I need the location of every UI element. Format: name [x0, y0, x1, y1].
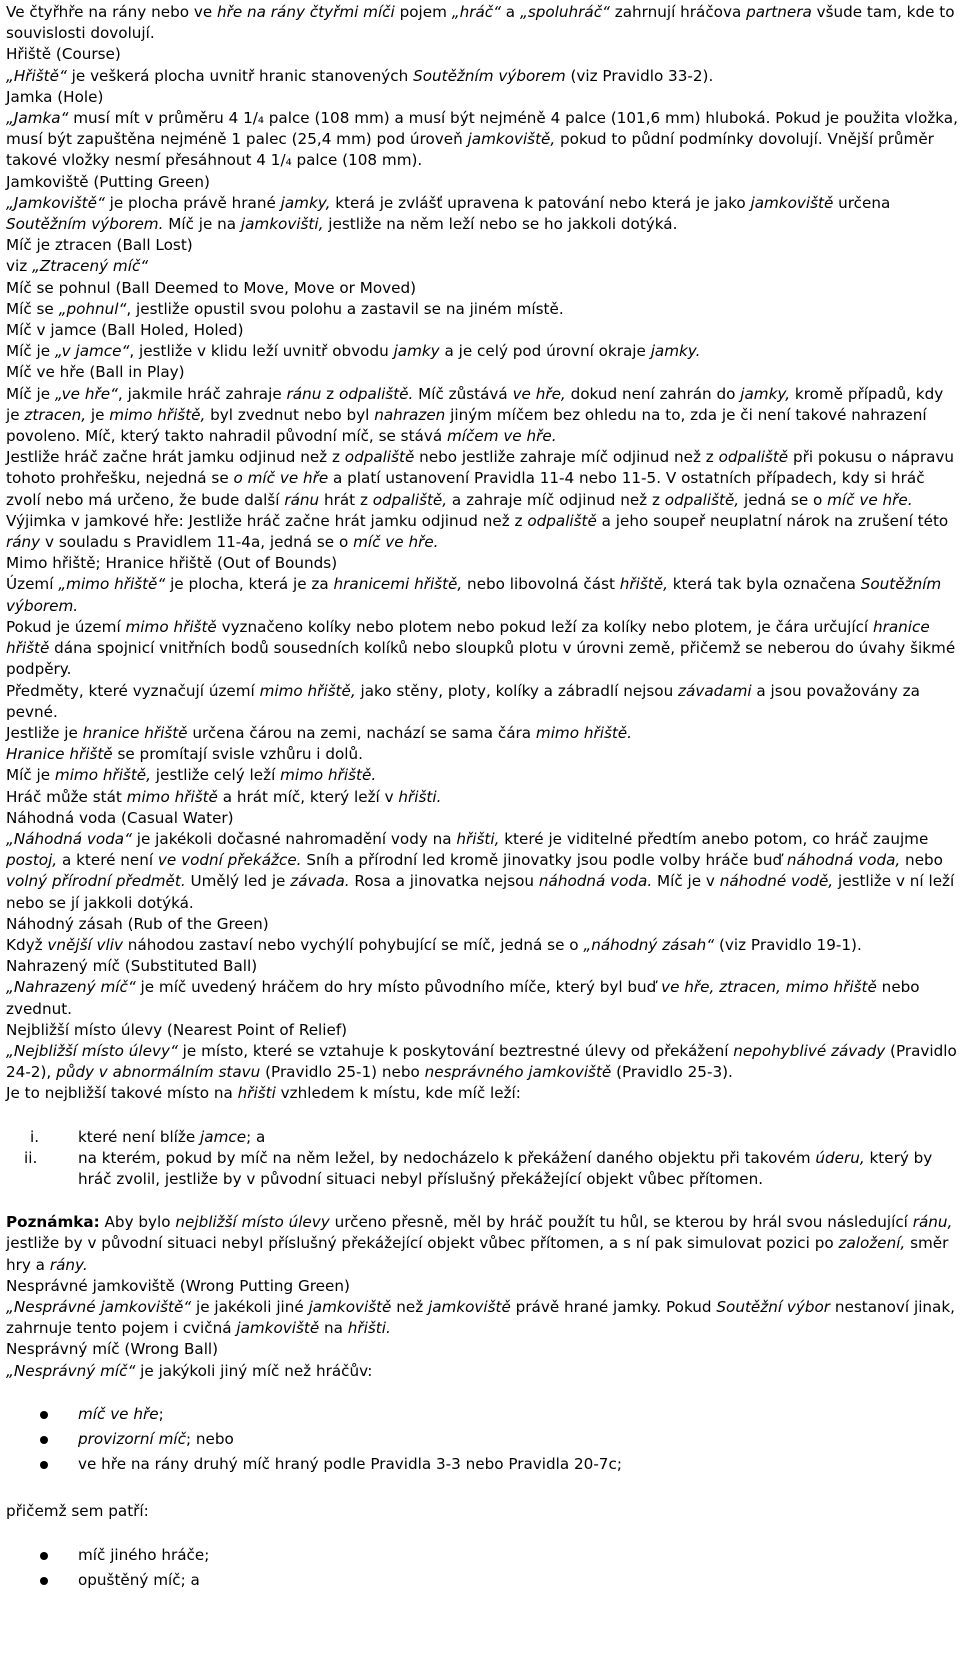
text-run: , jestliže opustil svou polohu a zastavil se na jiném místě.: [126, 299, 564, 318]
italic-term: jamkoviště: [428, 1297, 511, 1316]
italic-term: mimo hřiště: [125, 617, 217, 636]
italic-term: ztracen,: [24, 405, 87, 424]
italic-term: jamky: [393, 342, 440, 361]
italic-term: „náhodný zásah“: [583, 935, 715, 954]
text-run: Rosa a jinovatka nejsou: [349, 872, 539, 891]
italic-term: Soutěžním výborem.: [6, 575, 942, 615]
text-run: (Pravidlo 25-3).: [611, 1063, 733, 1082]
text-run: Míč je: [6, 384, 55, 403]
paragraph: [6, 1361, 960, 1382]
text-run: Území: [6, 575, 59, 594]
paragraph: [6, 1083, 960, 1104]
paragraph: [6, 362, 960, 383]
text-run: Hřiště (Course): [6, 45, 121, 64]
paragraph: [6, 914, 960, 935]
italic-term: náhodná voda,: [786, 851, 901, 870]
paragraph: [6, 765, 960, 786]
paragraph: [6, 1297, 960, 1339]
italic-term: hřišti,: [456, 829, 500, 848]
text-run: a jsou považovány za pevné.: [6, 681, 920, 721]
text-run: jestliže by v původní situaci nebyl příslušný překážející objekt vůbec přítomen, a s ní pak simulovat pozici po: [6, 1234, 839, 1253]
roman-numbered-list: [6, 1127, 960, 1191]
italic-term: hranice hřiště: [82, 723, 188, 742]
paragraph: [6, 447, 960, 511]
text-run: nebo: [900, 851, 943, 870]
text-run: Jamkoviště (Putting Green): [6, 172, 210, 191]
bullet-list-wrong-ball-exclusions: [6, 1404, 960, 1476]
italic-term: ve vodní překážce.: [157, 851, 302, 870]
text-run: pojem: [394, 3, 452, 21]
text-run: která je zvlášť upravena k patování nebo která je jako: [330, 193, 751, 212]
text-run: pokud to půdní podmínky dovolují. Vnější průměr takové vložky nesmí přesáhnout 4 1/₄ palce (108 mm).: [6, 130, 934, 170]
text-run: zahrnují hráčova: [609, 3, 747, 21]
italic-term: úderu,: [815, 1148, 865, 1167]
italic-term: „Náhodná voda“: [6, 829, 132, 848]
italic-term: hranicemi hřiště,: [333, 575, 463, 594]
bold-text: Poznámka:: [6, 1213, 100, 1232]
list-item-number: ii.: [24, 1148, 38, 1167]
text-run: Míč je: [6, 766, 55, 785]
paragraph: [6, 193, 960, 235]
italic-term: „mimo hřiště“: [58, 575, 166, 594]
italic-term: provizorní míč: [78, 1430, 186, 1448]
text-run: Ve čtyřhře na rány nebo ve: [6, 3, 217, 21]
italic-term: nepohyblivé závady: [733, 1041, 886, 1060]
text-run: jestliže na něm leží nebo se ho jakkoli dotýká.: [323, 215, 678, 234]
italic-term: „hráč“: [451, 3, 501, 21]
text-run: vyznačeno kolíky nebo plotem nebo pokud leží za kolíky nebo plotem, je čára určující: [216, 617, 873, 636]
italic-term: o míč ve hře: [233, 469, 329, 488]
italic-term: hřišti.: [347, 1319, 391, 1338]
text-run: na kterém, pokud by míč na něm ležel, by nedocházelo k překážení daného objektu při takovém: [78, 1148, 816, 1167]
italic-term: „Nesprávný míč“: [6, 1361, 136, 1380]
text-run: ; a: [246, 1127, 266, 1146]
text-run: Když: [6, 935, 48, 954]
bullet-list-includes: [6, 1545, 960, 1591]
text-run: nebo zvednut.: [6, 978, 920, 1018]
italic-term: hřišti: [237, 1084, 276, 1103]
paragraph: [6, 44, 960, 65]
italic-term: Soutěžním výborem: [413, 66, 566, 85]
italic-term: mimo hřiště: [126, 787, 218, 806]
italic-term: jamkoviště: [750, 193, 834, 212]
paragraph: [6, 787, 960, 808]
italic-term: jamkoviště: [308, 1297, 392, 1316]
text-run: Předměty, které vyznačují území: [6, 681, 260, 700]
text-run: a zahraje míč odjinud než z: [447, 490, 665, 509]
paragraph: [6, 1041, 960, 1083]
italic-term: „Nahrazený míč“: [6, 978, 136, 997]
text-run: Umělý led je: [185, 872, 291, 891]
italic-term: založení,: [838, 1234, 906, 1253]
paragraph: [6, 574, 960, 616]
paragraph: [6, 1339, 960, 1360]
text-run: Náhodná voda (Casual Water): [6, 808, 234, 827]
text-run: všude tam, kde to souvislosti dovolují.: [6, 3, 955, 43]
italic-term: míč ve hře: [78, 1404, 159, 1423]
text-run: který by hráč zvolil, jestliže by v původní situaci nebyl příslušný překážející objekt vůbec přítomen.: [78, 1148, 933, 1188]
text-run: směr hry a: [6, 1234, 949, 1274]
text-run: jestliže v ní leží nebo se jí jakkoli dotýká.: [6, 872, 955, 912]
text-run: je jakýkoli jiný míč než hráčův:: [135, 1361, 373, 1380]
text-run: Jestliže hráč začne hrát jamku odjinud než z: [6, 448, 345, 467]
italic-term: nejbližší místo úlevy: [175, 1213, 330, 1232]
paragraph: [6, 66, 960, 87]
list-item: [6, 1127, 960, 1148]
italic-term: Soutěžním výborem.: [6, 215, 164, 234]
paragraph: [6, 553, 960, 574]
paragraph: [6, 744, 960, 765]
italic-term: odpaliště,: [372, 490, 448, 509]
italic-term: míčem ve hře.: [446, 427, 557, 446]
italic-term: „Hřiště“: [6, 66, 67, 85]
italic-term: ránu,: [912, 1213, 953, 1232]
text-run: Aby bylo: [99, 1213, 176, 1232]
text-run: Nejbližší místo úlevy (Nearest Point of Relief): [6, 1020, 348, 1039]
text-run: na: [319, 1319, 348, 1338]
italic-term: „spoluhráč“: [519, 3, 610, 21]
paragraph: [6, 299, 960, 320]
text-run: Náhodný zásah (Rub of the Green): [6, 914, 269, 933]
text-run: je plocha právě hrané: [104, 193, 281, 212]
italic-term: „pohnul“: [58, 299, 127, 318]
text-run: Mimo hřiště; Hranice hřiště (Out of Bounds): [6, 554, 338, 573]
paragraph: [6, 256, 960, 277]
paragraph: [6, 384, 960, 448]
bullet-icon: [40, 1461, 48, 1469]
text-run: hrát z: [319, 490, 373, 509]
italic-term: odpaliště: [718, 448, 789, 467]
text-run: ;: [158, 1404, 164, 1423]
paragraph: [6, 2, 960, 44]
bullet-icon: [40, 1577, 48, 1585]
italic-term: partnera: [746, 3, 812, 21]
text-run: Nahrazený míč (Substituted Ball): [6, 957, 258, 976]
text-run: náhodou zastaví nebo vychýlí pohybující se míč, jedná se o: [122, 935, 584, 954]
italic-term: jamky,: [740, 384, 791, 403]
paragraph: [6, 723, 960, 744]
text-run: nebo jestliže zahraje míč odjinud než z: [414, 448, 719, 467]
italic-term: mimo hřiště.: [535, 723, 632, 742]
italic-term: hranice hřiště: [6, 617, 930, 658]
italic-term: „ve hře“: [54, 384, 118, 403]
text-run: je jakékoli jiné: [191, 1297, 309, 1316]
list-item: [6, 1148, 960, 1190]
paragraph: [6, 87, 960, 108]
document-body-part-2: [6, 1212, 960, 1382]
paragraph: [6, 1276, 960, 1297]
text-run: Nesprávné jamkoviště (Wrong Putting Green): [6, 1276, 350, 1295]
text-run: jedná se o: [739, 490, 828, 509]
italic-term: postoj,: [6, 851, 58, 870]
text-run: Hráč může stát: [6, 787, 127, 806]
text-run: jako stěny, ploty, kolíky a zábradlí nejsou: [355, 681, 679, 700]
text-run: Nesprávný míč (Wrong Ball): [6, 1340, 219, 1359]
italic-term: jamkoviště,: [467, 130, 556, 149]
text-run: Míč se: [6, 299, 59, 318]
text-run: nestanoví jinak, zahrnuje tento pojem i cvičná: [6, 1297, 955, 1338]
italic-term: rány: [6, 533, 41, 552]
text-run: a platí ustanovení Pravidla 11-4 nebo 11-5. V ostatních případech, kdy si hráč zvolí nebo má určeno, že bude další: [6, 469, 925, 509]
italic-term: mimo hřiště,: [259, 681, 356, 700]
italic-term: jamce: [200, 1127, 247, 1146]
after-bullets-text: přičemž sem patří:: [6, 1502, 149, 1521]
italic-term: vnější vliv: [47, 935, 123, 954]
italic-term: rány.: [49, 1255, 88, 1274]
text-run: musí mít v průměru 4 1/₄ palce (108 mm) a musí být nejméně 4 palce (101,6 mm) hluboká. Pokud je použita vložka, musí být zapuštěna nejméně 1 palec (25,4 mm) pod úroveň: [6, 109, 958, 149]
paragraph: [6, 511, 960, 553]
text-run: Jestliže je: [6, 723, 83, 742]
italic-term: „Jamkoviště“: [6, 193, 105, 212]
italic-term: „Jamka“: [6, 109, 69, 128]
text-run: při pokusu o nápravu tohoto prohřešku, nejedná se: [6, 448, 954, 488]
text-run: dána spojnicí vnitřních bodů sousedních kolíků nebo sloupků plotu v úrovni země, přičemž se neberou do úvahy šikmé podpěry.: [6, 639, 956, 679]
text-run: (Pravidlo 25-1) nebo: [260, 1063, 425, 1082]
paragraph: [6, 1020, 960, 1041]
italic-term: mimo hřiště,: [109, 405, 206, 424]
document-body-part-1: [6, 2, 960, 1105]
italic-term: hřišti.: [398, 787, 442, 806]
text-run: , jestliže v klidu leží uvnitř obvodu: [129, 342, 394, 361]
text-run: Míč je v: [652, 872, 720, 891]
list-item: [6, 1570, 960, 1591]
text-run: která tak byla označena: [667, 575, 861, 594]
italic-term: ránu: [286, 384, 322, 403]
italic-term: ve hře, ztracen, mimo hřiště: [661, 978, 877, 997]
text-run: míč jiného hráče;: [78, 1545, 210, 1564]
paragraph: [6, 808, 960, 829]
list-item-number: i.: [30, 1127, 40, 1146]
text-run: a které není: [57, 851, 158, 870]
paragraph: [6, 829, 960, 914]
italic-term: jamky,: [280, 193, 331, 212]
text-run: Míč je na: [163, 215, 241, 234]
text-run: Míč ve hře (Ball in Play): [6, 363, 185, 382]
paragraph: [6, 956, 960, 977]
text-run: které není blíže: [78, 1127, 201, 1146]
text-run: Jamka (Hole): [6, 87, 104, 106]
text-run: a jeho soupeř neuplatní nárok na zrušení této: [596, 511, 949, 530]
italic-term: náhodná voda.: [538, 872, 653, 891]
text-run: je: [86, 405, 110, 424]
text-run: ; nebo: [185, 1430, 234, 1448]
text-run: Míč v jamce (Ball Holed, Holed): [6, 321, 244, 340]
italic-term: jamkovišti,: [240, 215, 324, 234]
italic-term: odpaliště: [527, 511, 597, 530]
text-run: určena čárou na zemi, nachází se sama čára: [187, 723, 536, 742]
italic-term: ránu: [284, 490, 320, 509]
italic-term: Hranice hřiště: [6, 745, 113, 764]
italic-term: Soutěžní výbor: [716, 1297, 831, 1316]
text-run: (viz Pravidlo 33-2).: [565, 66, 714, 85]
paragraph: [6, 235, 960, 256]
bullet-icon: [40, 1411, 48, 1419]
italic-term: jamkoviště: [236, 1319, 320, 1338]
italic-term: jamky.: [650, 342, 701, 361]
text-run: (viz Pravidlo 19-1).: [714, 935, 862, 954]
text-run: Míč je ztracen (Ball Lost): [6, 236, 193, 255]
text-run: které je viditelné předtím anebo potom, co hráč zaujme: [499, 829, 929, 848]
text-run: je míč uvedený hráčem do hry místo původního míče, který byl buď: [135, 978, 662, 997]
bullet-icon: [40, 1436, 48, 1444]
text-run: kromě případů, kdy je: [6, 384, 944, 424]
paragraph: [6, 935, 960, 956]
paragraph: [6, 172, 960, 193]
text-run: je veškerá plocha uvnitř hranic stanovených: [66, 66, 414, 85]
italic-term: nesprávného jamkoviště: [424, 1063, 612, 1082]
text-run: Míč zůstává: [413, 384, 513, 403]
italic-term: „Ztracený míč“: [32, 257, 149, 276]
text-run: vzhledem k místu, kde míč leží:: [275, 1084, 521, 1103]
italic-term: závada.: [290, 872, 350, 891]
italic-term: míč ve hře.: [827, 490, 913, 509]
paragraph: [6, 108, 960, 172]
text-run: Míč se pohnul (Ball Deemed to Move, Move or Moved): [6, 278, 417, 297]
text-run: ve hře na rány druhý míč hraný podle Pravidla 3-3 nebo Pravidla 20-7c;: [78, 1455, 622, 1474]
text-run: dokud není zahrán do: [565, 384, 741, 403]
paragraph: [6, 320, 960, 341]
text-run: a: [500, 3, 520, 21]
bullet-icon: [40, 1552, 48, 1560]
italic-term: „Nesprávné jamkoviště“: [6, 1297, 192, 1316]
text-run: v souladu s Pravidlem 11-4a, jedná se o: [40, 533, 354, 552]
text-run: je plocha, která je za: [165, 575, 334, 594]
paragraph: [6, 278, 960, 299]
italic-term: „v jamce“: [54, 342, 130, 361]
list-item: [6, 1404, 960, 1425]
italic-term: závadami: [678, 681, 752, 700]
list-item: [6, 1545, 960, 1566]
text-run: Výjimka v jamkové hře: Jestliže hráč začne hrát jamku odjinud než z: [6, 511, 528, 530]
text-run: právě hrané jamky. Pokud: [510, 1297, 717, 1316]
paragraph: [6, 681, 960, 723]
text-run: z: [321, 384, 339, 403]
text-run: Míč je: [6, 342, 55, 361]
text-run: se promítají svisle vzhůru i dolů.: [112, 745, 363, 764]
text-run: Sníh a přírodní led kromě jinovatky jsou podle volby hráče buď: [301, 851, 787, 870]
text-run: Pokud je území: [6, 617, 126, 636]
paragraph: [6, 341, 960, 362]
italic-term: odpaliště: [344, 448, 415, 467]
text-run: a hrát míč, který leží v: [217, 787, 399, 806]
paragraph: [6, 977, 960, 1019]
text-run: určeno přesně, měl by hráč použít tu hůl, se kterou by hrál svou následující: [329, 1213, 913, 1232]
italic-term: nahrazen: [374, 405, 446, 424]
italic-term: hřiště,: [619, 575, 668, 594]
italic-term: mimo hřiště.: [280, 766, 377, 785]
italic-term: odpaliště,: [664, 490, 740, 509]
text-run: je místo, které se vztahuje k poskytování beztrestné úlevy od překážení: [177, 1041, 734, 1060]
text-run: Je to nejbližší takové místo na: [6, 1084, 238, 1103]
italic-term: hře na rány čtyřmi míči: [217, 3, 395, 21]
text-run: jestliže celý leží: [150, 766, 281, 785]
italic-term: míč ve hře.: [353, 533, 439, 552]
list-item: [6, 1454, 960, 1475]
text-run: viz: [6, 257, 33, 276]
text-run: opuštěný míč; a: [78, 1570, 200, 1589]
italic-term: mimo hřiště,: [54, 766, 151, 785]
list-item: [6, 1429, 960, 1450]
italic-term: odpaliště.: [338, 384, 414, 403]
text-run: a je celý pod úrovní okraje: [439, 342, 651, 361]
italic-term: ve hře,: [512, 384, 566, 403]
paragraph: [6, 1212, 960, 1276]
text-run: nebo libovolná část: [462, 575, 620, 594]
text-run: než: [391, 1297, 429, 1316]
text-run: je jakékoli dočasné nahromadění vody na: [131, 829, 457, 848]
italic-term: „Nejbližší místo úlevy“: [6, 1041, 178, 1060]
text-run: , jakmile hráč zahraje: [117, 384, 287, 403]
text-run: (Pravidlo 24-2),: [6, 1041, 957, 1082]
text-run: jiným míčem bez ohledu na to, zda je či není takové nahrazení povoleno. Míč, který takto nahradil původní míč, se stává: [6, 405, 927, 446]
text-run: určena: [833, 193, 891, 212]
italic-term: volný přírodní předmět.: [6, 872, 186, 891]
italic-term: náhodné vodě,: [719, 872, 834, 891]
paragraph: [6, 617, 960, 681]
text-run: byl zvednut nebo byl: [205, 405, 375, 424]
italic-term: půdy v abnormálním stavu: [56, 1063, 261, 1082]
